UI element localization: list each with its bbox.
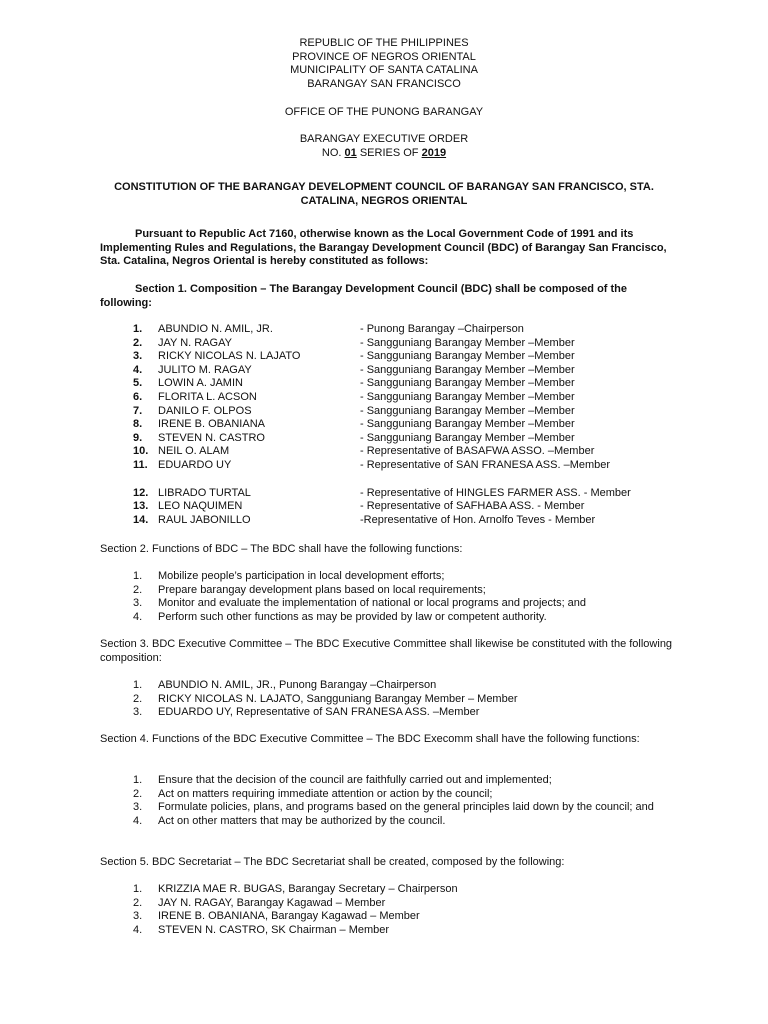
item-text: Act on other matters that may be authorized by the council. xyxy=(158,814,446,827)
item-number: 2. xyxy=(133,787,143,800)
item-number: 1. xyxy=(133,323,143,335)
item-number: 4. xyxy=(133,610,143,623)
list-item xyxy=(100,323,680,337)
item-number: 3. xyxy=(133,706,143,719)
item-text: RICKY NICOLAS N. LAJATO, Sangguniang Barangay Member – Member xyxy=(158,692,518,705)
member-name: DANILO F. OLPOS xyxy=(158,404,252,417)
member-role: - Sangguniang Barangay Member –Member xyxy=(360,390,575,403)
member-name: RICKY NICOLAS N. LAJATO xyxy=(158,350,301,363)
list-item xyxy=(100,679,670,693)
item-number: 2. xyxy=(133,336,143,349)
section-4-list xyxy=(100,774,670,828)
order-series-value: 2019 xyxy=(421,146,447,159)
list-item xyxy=(100,337,680,351)
item-number: 13. xyxy=(133,500,149,513)
list-item xyxy=(100,500,680,514)
order-title: BARANGAY EXECUTIVE ORDER xyxy=(299,133,469,145)
item-number: 14. xyxy=(133,513,149,526)
member-role: -Representative of Hon. Arnolfo Teves - Member xyxy=(360,513,596,526)
item-number: 4. xyxy=(133,923,143,936)
item-text: JAY N. RAGAY, Barangay Kagawad – Member xyxy=(158,896,386,909)
list-item xyxy=(100,897,670,911)
member-name: FLORITA L. ACSON xyxy=(158,390,257,403)
council-member-list xyxy=(100,323,680,527)
list-item xyxy=(100,377,680,391)
header-line: REPUBLIC OF THE PHILIPPINES xyxy=(299,37,469,49)
item-number: 4. xyxy=(133,363,143,376)
member-name: RAUL JABONILLO xyxy=(158,513,251,526)
item-text: Mobilize people’s participation in local development efforts; xyxy=(158,570,445,582)
item-number: 4. xyxy=(133,814,143,827)
item-text: EDUARDO UY, Representative of SAN FRANESA ASS. –Member xyxy=(158,706,480,719)
list-item xyxy=(100,487,680,501)
item-number: 3. xyxy=(133,350,143,363)
item-number: 1. xyxy=(133,774,143,786)
item-number: 10. xyxy=(133,445,149,458)
member-role: - Sangguniang Barangay Member –Member xyxy=(360,377,575,390)
section-2-heading: Section 2. Functions of BDC – The BDC shall have the following functions: xyxy=(100,543,463,555)
section-1-heading-text: Section 1. Composition – The Barangay Development Council (BDC) shall be composed of the following: xyxy=(100,283,628,309)
list-item xyxy=(100,459,680,473)
item-text: STEVEN N. CASTRO, SK Chairman – Member xyxy=(158,923,390,936)
order-heading xyxy=(0,133,768,160)
order-no-prefix: NO. xyxy=(321,146,342,159)
list-item xyxy=(100,924,670,938)
item-number: 9. xyxy=(133,431,143,444)
list-item xyxy=(100,350,680,364)
member-name: LOWIN A. JAMIN xyxy=(158,377,243,390)
item-number: 5. xyxy=(133,377,143,390)
list-item xyxy=(100,910,670,924)
section-2-list xyxy=(100,570,670,624)
member-role: - Representative of SAN FRANESA ASS. –Member xyxy=(360,458,611,471)
item-text: Perform such other functions as may be provided by law or competent authority. xyxy=(158,610,547,623)
member-role: - Representative of SAFHABA ASS. - Member xyxy=(360,500,585,513)
member-role: - Representative of BASAFWA ASSO. –Member xyxy=(360,445,595,458)
list-item xyxy=(100,391,680,405)
item-text: ABUNDIO N. AMIL, JR., Punong Barangay –Chairperson xyxy=(158,679,437,691)
header-line: PROVINCE OF NEGROS ORIENTAL xyxy=(292,50,476,63)
item-text: Ensure that the decision of the council are faithfully carried out and implemented; xyxy=(158,774,552,786)
preamble-text: Pursuant to Republic Act 7160, otherwise known as the Local Government Code of 1991 and its Implementing Rules and Regulations, the Barangay Development Council (BDC) of Barangay San Francisco, Sta. Catalina, Negros Oriental is hereby constituted as follows: xyxy=(100,228,667,268)
item-number: 1. xyxy=(133,570,143,582)
list-item xyxy=(100,584,670,598)
member-role: - Sangguniang Barangay Member –Member xyxy=(360,336,575,349)
list-item xyxy=(100,364,680,378)
member-name: NEIL O. ALAM xyxy=(158,445,230,458)
member-name: JAY N. RAGAY xyxy=(158,336,232,349)
order-no-value: 01 xyxy=(344,146,357,159)
section-3-heading: Section 3. BDC Executive Committee – The BDC Executive Committee shall likewise be constituted with the following composition: xyxy=(100,638,673,664)
list-item xyxy=(100,445,680,459)
item-number: 6. xyxy=(133,390,143,403)
item-number: 11. xyxy=(133,458,148,471)
item-number: 3. xyxy=(133,801,143,814)
item-number: 3. xyxy=(133,597,143,610)
item-text: Monitor and evaluate the implementation of national or local programs and projects; and xyxy=(158,597,587,610)
list-item xyxy=(100,418,680,432)
item-number: 1. xyxy=(133,679,143,691)
list-item xyxy=(100,432,680,446)
item-text: IRENE B. OBANIANA, Barangay Kagawad – Member xyxy=(158,910,420,923)
document-title: CONSTITUTION OF THE BARANGAY DEVELOPMENT COUNCIL OF BARANGAY SAN FRANCISCO, STA. CATALINA, NEGROS ORIENTAL xyxy=(114,181,654,207)
member-name: LEO NAQUIMEN xyxy=(158,500,243,513)
item-number: 2. xyxy=(133,896,143,909)
list-item xyxy=(100,597,670,611)
member-role: - Sangguniang Barangay Member –Member xyxy=(360,418,575,431)
member-name: IRENE B. OBANIANA xyxy=(158,418,265,431)
section-3-list xyxy=(100,679,670,720)
item-number: 2. xyxy=(133,692,143,705)
item-number: 7. xyxy=(133,404,143,417)
office-line: OFFICE OF THE PUNONG BARANGAY xyxy=(284,106,484,118)
list-item xyxy=(100,611,670,625)
order-series-prefix: SERIES OF xyxy=(359,146,419,159)
member-role: - Sangguniang Barangay Member –Member xyxy=(360,363,575,376)
item-text: Formulate policies, plans, and programs based on the general principles laid down by the council; and xyxy=(158,801,654,814)
preamble xyxy=(100,228,680,269)
header-line: BARANGAY SAN FRANCISCO xyxy=(307,77,461,90)
header-line: MUNICIPALITY OF SANTA CATALINA xyxy=(290,64,478,77)
item-number: 12. xyxy=(133,486,149,499)
member-role: - Sangguniang Barangay Member –Member xyxy=(360,350,575,363)
item-number: 1. xyxy=(133,883,143,895)
list-item xyxy=(100,815,670,829)
item-number: 3. xyxy=(133,910,143,923)
list-gap xyxy=(100,473,680,487)
list-item xyxy=(100,774,670,788)
order-number-line xyxy=(0,147,768,161)
member-name: ABUNDIO N. AMIL, JR. xyxy=(158,323,273,335)
item-number: 2. xyxy=(133,583,143,596)
section-4-heading: Section 4. Functions of the BDC Executive Committee – The BDC Execomm shall have the following functions: xyxy=(100,733,640,745)
letterhead xyxy=(0,37,768,91)
member-name: LIBRADO TURTAL xyxy=(158,486,251,499)
section-5-list xyxy=(100,883,670,937)
member-name: STEVEN N. CASTRO xyxy=(158,431,265,444)
member-role: - Punong Barangay –Chairperson xyxy=(360,323,524,335)
member-name: EDUARDO UY xyxy=(158,458,232,471)
list-item xyxy=(100,693,670,707)
member-role: - Sangguniang Barangay Member –Member xyxy=(360,404,575,417)
section-5-heading: Section 5. BDC Secretariat – The BDC Secretariat shall be created, composed by the following: xyxy=(100,856,565,868)
list-item xyxy=(100,514,680,528)
list-item xyxy=(100,883,670,897)
item-text: Prepare barangay development plans based on local requirements; xyxy=(158,583,486,596)
list-item xyxy=(100,706,670,720)
list-item xyxy=(100,788,670,802)
item-text: KRIZZIA MAE R. BUGAS, Barangay Secretary – Chairperson xyxy=(158,883,458,895)
list-item xyxy=(100,405,680,419)
member-role: - Sangguniang Barangay Member –Member xyxy=(360,431,575,444)
member-name: JULITO M. RAGAY xyxy=(158,363,252,376)
list-item xyxy=(100,801,670,815)
section-1-heading xyxy=(100,283,680,310)
list-item xyxy=(100,570,670,584)
item-number: 8. xyxy=(133,418,143,431)
item-text: Act on matters requiring immediate attention or action by the council; xyxy=(158,787,493,800)
member-role: - Representative of HINGLES FARMER ASS. - Member xyxy=(360,486,631,499)
